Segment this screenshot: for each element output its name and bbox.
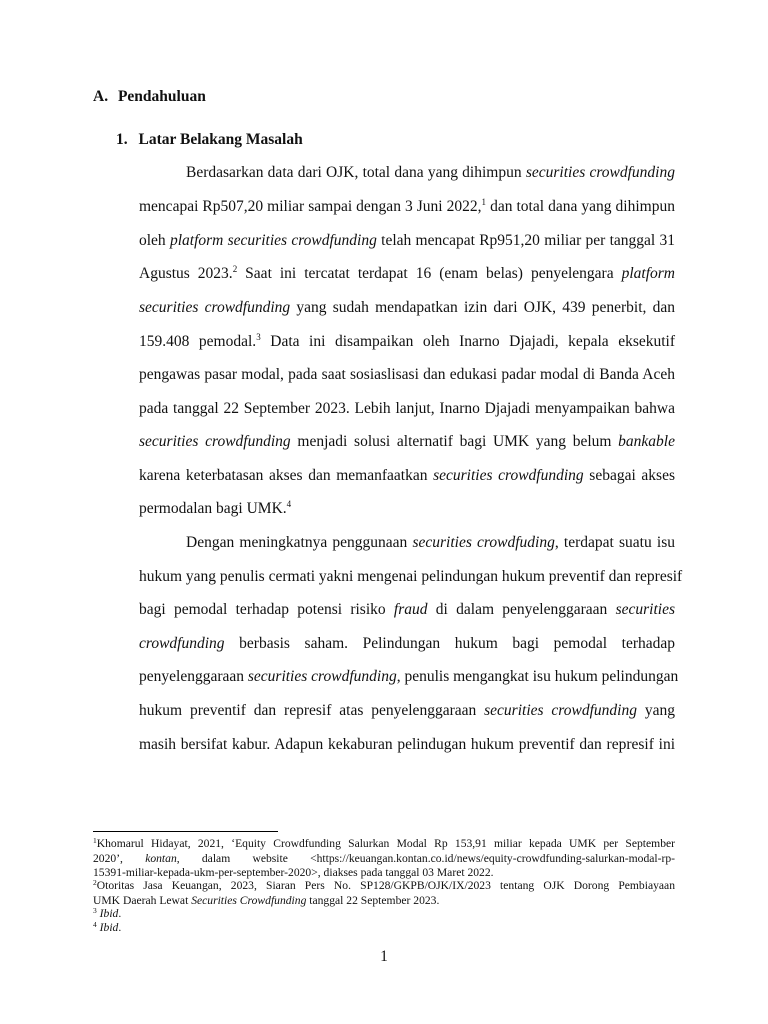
paragraph-line: securities crowdfunding menjadi solusi alternatif bagi UMK yang belum bankable — [139, 433, 675, 450]
footnote-4: $^4$ Ibid. — [93, 920, 122, 934]
footnote-1-line: 15391-miliar-kepada-ukm-per-september-2020>, diakses pada tanggal 03 Maret 2022. — [93, 866, 494, 879]
paragraph-line: mencapai Rp507,20 miliar sampai dengan 3 Juni 2022,$^1$ dan total dana yang dihimpun — [139, 197, 675, 215]
section-title: Pendahuluan — [117, 88, 206, 105]
paragraph-line: hukum preventif dan represif atas penyelenggaraan securities crowdfunding yang — [139, 702, 676, 719]
paragraph-line: pengawas pasar modal, pada saat sosiaslisasi dan edukasi padar modal di Banda Aceh — [139, 366, 675, 383]
paragraph-line: masih bersifat kabur. Adapun kekaburan pelindugan hukum preventif dan represif ini — [139, 736, 675, 753]
paragraph-line: oleh platform securities crowdfunding telah mencapat Rp951,20 miliar per tanggal 31 — [139, 232, 675, 249]
paragraph-line: crowdfunding berbasis saham. Pelindungan hukum bagi pemodal terhadap — [139, 635, 675, 652]
paragraph-line: hukum yang penulis cermati yakni mengenai pelindungan hukum preventif dan represif — [139, 568, 683, 585]
footnote-separator — [93, 831, 278, 832]
paragraph-line: pada tanggal 22 September 2023. Lebih lanjut, Inarno Djajadi menyampaikan bahwa — [139, 400, 675, 417]
footnote-3: $^3$ Ibid. — [93, 906, 122, 920]
section-letter: A. — [93, 88, 109, 105]
footnote-ref-2[interactable]: 2 — [232, 264, 238, 274]
footnote-ref-3[interactable]: 3 — [256, 332, 261, 342]
paragraph-line: permodalan bagi UMK.$^4$ — [139, 499, 292, 517]
footnote-1-line: 2020’, kontan, dalam website <https://keuangan.kontan.co.id/news/equity-crowdfunding-salurkan-modal-rp- — [93, 852, 675, 865]
paragraph-line: bagi pemodal terhadap potensi risiko fraud di dalam penyelenggaraan securities — [139, 601, 675, 618]
paragraph-line: 159.408 pemodal.$^3$ Data ini disampaikan oleh Inarno Djajadi, kepala eksekutif — [139, 332, 676, 350]
paragraph-line: Berdasarkan data dari OJK, total dana yang dihimpun securities crowdfunding — [186, 164, 675, 181]
footnote-1-line: $^1$Khomarul Hidayat, 2021, ‘Equity Crowdfunding Salurkan Modal Rp 153,91 miliar kepada UMK per September — [93, 836, 675, 850]
footnote-ref-1[interactable]: 1 — [481, 197, 487, 207]
section-heading — [93, 88, 206, 106]
subsection-heading — [116, 131, 303, 149]
paragraph-line: Agustus 2023.$^2$ Saat ini tercatat terdapat 16 (enam belas) penyelengara platform — [139, 264, 675, 282]
footnote-ref-4[interactable]: 4 — [286, 499, 292, 509]
paragraph-line: karena keterbatasan akses dan memanfaatkan securities crowdfunding sebagai akses — [139, 467, 675, 484]
page-number: 1 — [380, 948, 388, 965]
subsection-number: 1. — [116, 131, 128, 148]
footnote-2-line: $^2$Otoritas Jasa Keuangan, 2023, Siaran Pers No. SP128/GKPB/OJK/IX/2023 tentang OJK Dorong Pembiayaan — [93, 878, 675, 892]
paragraph-line: penyelenggaraan securities crowdfunding, penulis mengangkat isu hukum pelindungan — [139, 668, 679, 685]
paragraph-line: securities crowdfunding yang sudah mendapatkan izin dari OJK, 439 penerbit, dan — [139, 299, 675, 316]
subsection-title: Latar Belakang Masalah — [138, 131, 303, 148]
footnote-2-line: UMK Daerah Lewat Securities Crowdfunding tanggal 22 September 2023. — [93, 894, 440, 907]
paragraph-line: Dengan meningkatnya penggunaan securities crowdfuding, terdapat suatu isu — [186, 534, 675, 551]
